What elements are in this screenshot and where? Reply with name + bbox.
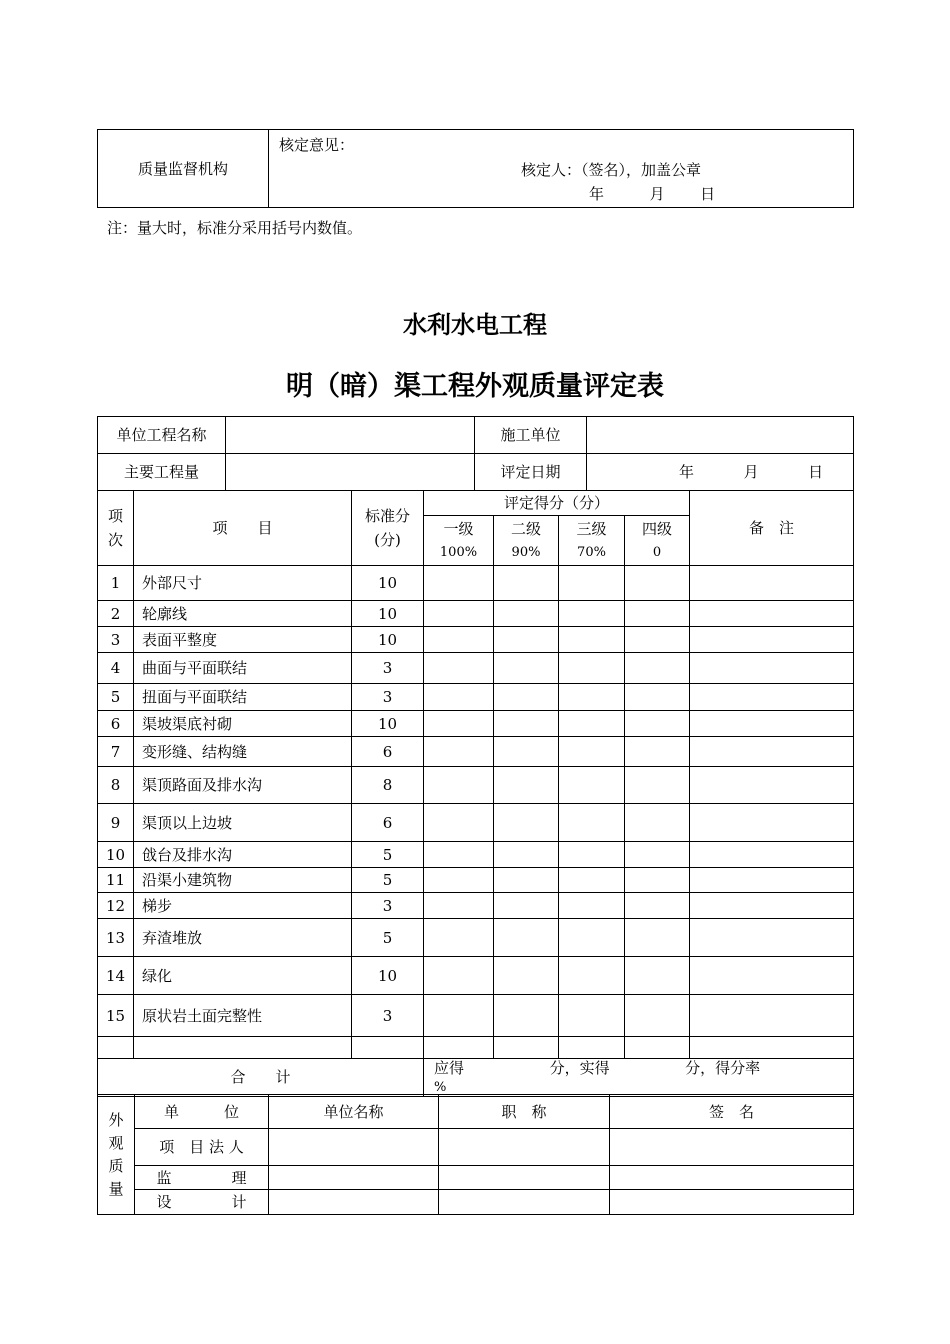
row-grade-4[interactable]	[625, 653, 690, 684]
side-char-2: 观	[108, 1133, 124, 1152]
row-item: 曲面与平面联结	[134, 653, 352, 684]
std-score-label: 标准分	[364, 507, 410, 525]
total-should-get: 应得	[434, 1059, 465, 1077]
table-row	[98, 653, 854, 684]
row-remark[interactable]	[690, 653, 854, 684]
total-actual: 分，实得	[549, 1059, 610, 1077]
row-grade-4[interactable]	[625, 684, 690, 711]
row-grade-3[interactable]	[559, 627, 625, 653]
col-index-header	[98, 491, 134, 566]
row-grade-2[interactable]	[494, 995, 559, 1037]
table-row	[98, 804, 854, 842]
row-remark[interactable]	[690, 566, 854, 601]
row-grade-1[interactable]	[424, 1037, 494, 1059]
row-remark[interactable]	[690, 711, 854, 737]
row-grade-3[interactable]	[559, 711, 625, 737]
project-info-table	[97, 416, 854, 491]
row-grade-4[interactable]	[625, 893, 690, 919]
grade-3-header	[559, 516, 625, 566]
row-grade-4[interactable]	[625, 995, 690, 1037]
row-item: 表面平整度	[134, 627, 352, 653]
row-item: 变形缝、结构缝	[134, 737, 352, 767]
table-row	[98, 919, 854, 957]
col-index-label: 项次	[107, 507, 123, 549]
row-grade-2[interactable]	[494, 711, 559, 737]
supervisor-signature[interactable]	[610, 1166, 854, 1190]
eval-date-value[interactable]	[587, 454, 854, 491]
table-row	[98, 868, 854, 893]
signoff-row-supervisor: 监 理	[135, 1166, 269, 1190]
row-grade-3[interactable]	[559, 804, 625, 842]
row-grade-2[interactable]	[494, 868, 559, 893]
supervision-org-label: 质量监督机构	[98, 130, 269, 208]
row-grade-2[interactable]	[494, 842, 559, 868]
table-row	[98, 995, 854, 1037]
grade-4-header	[625, 516, 690, 566]
table-row	[98, 627, 854, 653]
side-char-1: 外	[108, 1110, 124, 1129]
row-std-score: 6	[352, 804, 424, 842]
table-row	[98, 566, 854, 601]
grade-2-name: 二级	[510, 519, 541, 538]
row-grade-3[interactable]	[559, 737, 625, 767]
row-grade-3[interactable]	[559, 893, 625, 919]
date-day: 日	[700, 185, 716, 203]
supervisor-unit-name[interactable]	[269, 1166, 439, 1190]
total-row	[98, 1059, 854, 1097]
owner-title[interactable]	[439, 1129, 610, 1166]
row-std-score	[352, 1037, 424, 1059]
grade-2-header	[494, 516, 559, 566]
row-remark[interactable]	[690, 601, 854, 627]
row-index: 6	[98, 711, 134, 737]
row-item: 渠坡渠底衬砌	[134, 711, 352, 737]
row-index: 3	[98, 627, 134, 653]
signoff-unit-header: 单 位	[135, 1095, 269, 1129]
row-grade-2[interactable]	[494, 566, 559, 601]
row-index: 15	[98, 995, 134, 1037]
row-remark[interactable]	[690, 627, 854, 653]
table-row	[98, 684, 854, 711]
row-grade-4[interactable]	[625, 868, 690, 893]
row-remark[interactable]	[690, 995, 854, 1037]
page-title-line1: 水利水电工程	[403, 310, 547, 339]
row-grade-2[interactable]	[494, 804, 559, 842]
row-index: 11	[98, 868, 134, 893]
row-index: 10	[98, 842, 134, 868]
contractor-label: 施工单位	[475, 417, 587, 454]
row-grade-1[interactable]	[424, 995, 494, 1037]
row-item: 渠顶路面及排水沟	[134, 767, 352, 804]
side-char-4: 量	[108, 1179, 124, 1198]
row-grade-2[interactable]	[494, 653, 559, 684]
date-month: 月	[649, 185, 665, 203]
row-remark[interactable]	[690, 893, 854, 919]
row-grade-2[interactable]	[494, 1037, 559, 1059]
row-grade-4[interactable]	[625, 627, 690, 653]
row-grade-1[interactable]	[424, 601, 494, 627]
row-grade-4[interactable]	[625, 804, 690, 842]
quantity-value[interactable]	[226, 454, 475, 491]
row-grade-3[interactable]	[559, 957, 625, 995]
row-grade-1[interactable]	[424, 767, 494, 804]
row-item: 渠顶以上边坡	[134, 804, 352, 842]
grade-1-name: 一级	[443, 519, 474, 538]
grade-3-pct: 70%	[577, 544, 606, 560]
row-item: 原状岩土面完整性	[134, 995, 352, 1037]
row-grade-1[interactable]	[424, 684, 494, 711]
row-remark[interactable]	[690, 684, 854, 711]
owner-signature[interactable]	[610, 1129, 854, 1166]
unit-project-label: 单位工程名称	[98, 417, 226, 454]
row-grade-1[interactable]	[424, 566, 494, 601]
table-row	[98, 601, 854, 627]
row-index: 2	[98, 601, 134, 627]
row-std-score: 3	[352, 893, 424, 919]
row-grade-4[interactable]	[625, 737, 690, 767]
row-item: 沿渠小建筑物	[134, 868, 352, 893]
signoff-row-owner: 项 目 法 人	[135, 1129, 269, 1166]
row-grade-3[interactable]	[559, 1037, 625, 1059]
signoff-signature-header: 签 名	[610, 1095, 854, 1129]
scoring-table	[97, 490, 854, 1097]
approver-line: 核定人：（签名），加盖公章	[521, 161, 702, 179]
table-row	[98, 893, 854, 919]
table-row	[98, 737, 854, 767]
row-grade-2[interactable]	[494, 919, 559, 957]
row-item: 绿化	[134, 957, 352, 995]
row-index: 7	[98, 737, 134, 767]
row-grade-3[interactable]	[559, 767, 625, 804]
row-std-score: 3	[352, 684, 424, 711]
row-grade-4[interactable]	[625, 566, 690, 601]
row-grade-3[interactable]	[559, 842, 625, 868]
row-grade-1[interactable]	[424, 711, 494, 737]
grade-1-header	[424, 516, 494, 566]
row-std-score: 5	[352, 919, 424, 957]
row-grade-3[interactable]	[559, 919, 625, 957]
table-row	[98, 842, 854, 868]
row-std-score: 10	[352, 957, 424, 995]
row-remark[interactable]	[690, 868, 854, 893]
row-std-score: 6	[352, 737, 424, 767]
total-percent: %	[434, 1080, 447, 1095]
row-grade-3[interactable]	[559, 566, 625, 601]
eval-year: 年	[679, 463, 695, 481]
supervision-opinion-cell	[269, 130, 854, 208]
row-grade-4[interactable]	[625, 711, 690, 737]
row-grade-3[interactable]	[559, 995, 625, 1037]
row-index: 14	[98, 957, 134, 995]
row-grade-1[interactable]	[424, 627, 494, 653]
total-label: 合 计	[98, 1059, 424, 1097]
row-item: 扭面与平面联结	[134, 684, 352, 711]
table-row	[98, 1037, 854, 1059]
row-std-score: 10	[352, 711, 424, 737]
col-std-score-header	[352, 491, 424, 566]
row-grade-1[interactable]	[424, 957, 494, 995]
row-grade-2[interactable]	[494, 684, 559, 711]
row-item	[134, 1037, 352, 1059]
owner-unit-name[interactable]	[269, 1129, 439, 1166]
row-grade-2[interactable]	[494, 737, 559, 767]
row-grade-2[interactable]	[494, 601, 559, 627]
supervisor-title[interactable]	[439, 1166, 610, 1190]
design-title[interactable]	[439, 1190, 610, 1215]
row-grade-3[interactable]	[559, 868, 625, 893]
row-std-score: 10	[352, 566, 424, 601]
row-index: 5	[98, 684, 134, 711]
grade-3-name: 三级	[576, 519, 607, 538]
row-item: 外部尺寸	[134, 566, 352, 601]
row-index: 12	[98, 893, 134, 919]
eval-day: 日	[808, 463, 824, 481]
eval-month: 月	[743, 463, 759, 481]
row-grade-4[interactable]	[625, 842, 690, 868]
row-index	[98, 1037, 134, 1059]
table-row	[98, 767, 854, 804]
row-std-score: 3	[352, 995, 424, 1037]
row-grade-1[interactable]	[424, 842, 494, 868]
supervision-table	[97, 129, 854, 208]
total-rate: 分，得分率	[685, 1059, 761, 1077]
row-item: 轮廓线	[134, 601, 352, 627]
side-char-3: 质	[108, 1156, 124, 1175]
eval-date-label: 评定日期	[475, 454, 587, 491]
row-remark[interactable]	[690, 919, 854, 957]
table-row	[98, 711, 854, 737]
row-item: 戗台及排水沟	[134, 842, 352, 868]
signoff-title-header: 职 称	[439, 1095, 610, 1129]
row-grade-3[interactable]	[559, 684, 625, 711]
footnote: 注：量大时，标准分采用括号内数值。	[107, 219, 363, 237]
row-grade-4[interactable]	[625, 919, 690, 957]
row-item: 梯步	[134, 893, 352, 919]
row-index: 4	[98, 653, 134, 684]
row-index: 8	[98, 767, 134, 804]
design-signature[interactable]	[610, 1190, 854, 1215]
row-std-score: 8	[352, 767, 424, 804]
row-grade-1[interactable]	[424, 804, 494, 842]
quantity-label: 主要工程量	[98, 454, 226, 491]
contractor-value[interactable]	[587, 417, 854, 454]
row-std-score: 10	[352, 627, 424, 653]
page-title-line2: 明（暗）渠工程外观质量评定表	[286, 371, 664, 402]
row-std-score: 10	[352, 601, 424, 627]
signoff-row-design: 设 计	[135, 1190, 269, 1215]
row-grade-1[interactable]	[424, 653, 494, 684]
row-grade-4[interactable]	[625, 767, 690, 804]
signoff-table	[97, 1094, 854, 1215]
row-grade-3[interactable]	[559, 653, 625, 684]
col-remark-header: 备 注	[690, 491, 854, 566]
total-summary	[424, 1059, 854, 1097]
opinion-label: 核定意见：	[279, 136, 355, 154]
row-remark[interactable]	[690, 842, 854, 868]
row-grade-4[interactable]	[625, 957, 690, 995]
row-grade-3[interactable]	[559, 601, 625, 627]
unit-project-value[interactable]	[226, 417, 475, 454]
row-grade-1[interactable]	[424, 893, 494, 919]
row-remark[interactable]	[690, 767, 854, 804]
row-index: 1	[98, 566, 134, 601]
row-index: 9	[98, 804, 134, 842]
signoff-side-label	[98, 1095, 135, 1215]
row-grade-4[interactable]	[625, 601, 690, 627]
grade-4-name: 四级	[642, 519, 673, 538]
row-std-score: 5	[352, 868, 424, 893]
row-grade-1[interactable]	[424, 868, 494, 893]
design-unit-name[interactable]	[269, 1190, 439, 1215]
row-grade-2[interactable]	[494, 767, 559, 804]
row-remark[interactable]	[690, 957, 854, 995]
grade-2-pct: 90%	[511, 544, 541, 560]
row-grade-1[interactable]	[424, 919, 494, 957]
row-grade-1[interactable]	[424, 737, 494, 767]
std-score-unit: (分)	[374, 531, 401, 549]
table-row	[98, 957, 854, 995]
date-year: 年	[589, 185, 605, 203]
score-group-header: 评定得分（分）	[424, 491, 690, 516]
row-item: 弃渣堆放	[134, 919, 352, 957]
col-item-header: 项 目	[134, 491, 352, 566]
grade-1-pct: 100%	[439, 544, 478, 560]
row-grade-2[interactable]	[494, 893, 559, 919]
row-std-score: 5	[352, 842, 424, 868]
row-remark[interactable]	[690, 737, 854, 767]
row-std-score: 3	[352, 653, 424, 684]
row-grade-2[interactable]	[494, 957, 559, 995]
row-remark[interactable]	[690, 1037, 854, 1059]
grade-4-pct: 0	[652, 544, 662, 560]
approval-date	[589, 185, 715, 203]
signoff-unit-name-header: 单位名称	[269, 1095, 439, 1129]
row-grade-4[interactable]	[625, 1037, 690, 1059]
row-remark[interactable]	[690, 804, 854, 842]
row-index: 13	[98, 919, 134, 957]
row-grade-2[interactable]	[494, 627, 559, 653]
